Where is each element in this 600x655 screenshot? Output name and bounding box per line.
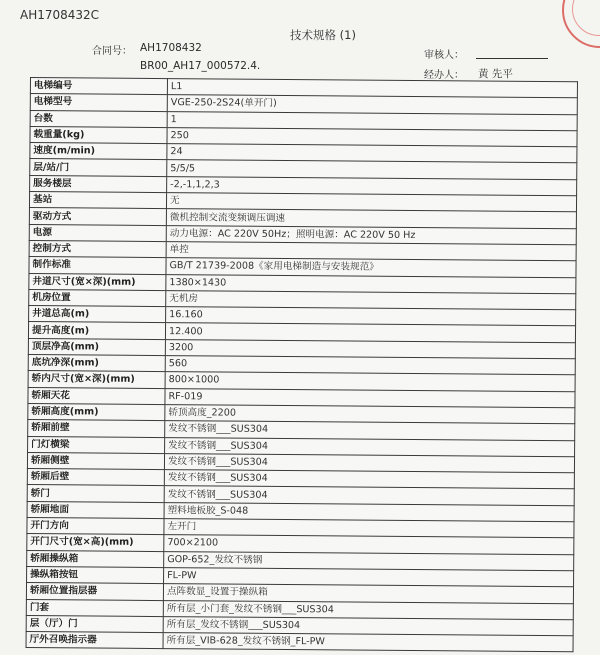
- spec-key: 制作标准: [29, 257, 166, 274]
- spec-value: 所有层_小门套_发纹不锈钢___SUS304: [163, 600, 573, 620]
- spec-value: 250: [167, 127, 577, 147]
- table-row: [26, 632, 573, 653]
- spec-value: 发纹不锈钢___SUS304: [165, 437, 575, 457]
- reviewer-label: 审核人：: [424, 50, 464, 61]
- spec-value: 无: [166, 193, 576, 213]
- bom-number: BR00_AH17_000572.4.: [140, 60, 261, 72]
- spec-key: 提升高度(m): [28, 322, 165, 339]
- spec-key: 轿厢地面: [27, 501, 164, 518]
- spec-key: 轿厢高度(mm): [28, 403, 165, 420]
- spec-value: 塑料地板胶_S-048: [164, 502, 574, 522]
- spec-key: 井道尺寸(宽×深)(mm): [29, 273, 166, 290]
- spec-value: 点阵数显_设置于操纵箱: [163, 584, 573, 604]
- spec-value: 24: [167, 144, 577, 164]
- spec-key: 轿厢天花: [28, 387, 165, 404]
- spec-key: 厅外召唤指示器: [26, 632, 163, 649]
- spec-value: 5/5/5: [167, 160, 577, 180]
- spec-key: 台数: [30, 110, 167, 127]
- spec-value: 1: [167, 111, 577, 131]
- spec-value: 单控: [166, 242, 576, 262]
- spec-key: 层（厅）门: [26, 615, 163, 632]
- agent-name: 黄 先平: [478, 68, 513, 80]
- spec-key: 驱动方式: [29, 208, 166, 225]
- spec-key: 载重量(kg): [30, 126, 167, 143]
- spec-key: 轿厢操纵箱: [27, 550, 164, 567]
- spec-key: 门套: [26, 599, 163, 616]
- spec-key: 底坑净深(mm): [28, 355, 165, 372]
- document-id: AH1708432C: [20, 8, 100, 22]
- spec-value: 12.400: [165, 323, 575, 343]
- spec-value: 16.160: [166, 307, 576, 327]
- agent-label: 经办人：: [424, 70, 464, 81]
- spec-value: 左开门: [164, 519, 574, 539]
- spec-value: 微机控制交流变频调压调速: [166, 209, 576, 229]
- spec-value: 560: [165, 356, 575, 376]
- spec-value: GB/T 21739-2008《家用电梯制造与安装规范》: [166, 258, 576, 278]
- spec-value: L1: [167, 79, 577, 99]
- spec-key: 层/站/门: [30, 159, 167, 176]
- spec-value: -2,-1,1,2,3: [167, 176, 577, 196]
- spec-value: 1380×1430: [166, 274, 576, 294]
- spec-key: 速度(m/min): [30, 143, 167, 160]
- spec-value: 发纹不锈钢___SUS304: [164, 470, 574, 490]
- spec-value: 所有层_VIB-628_发纹不锈钢_FL-PW: [163, 633, 573, 653]
- spec-value: 轿顶高度_2200: [165, 405, 575, 425]
- spec-value: 所有层_发纹不锈钢___SUS304: [163, 616, 573, 636]
- spec-key: 电源: [29, 224, 166, 241]
- spec-key: 井道总高(m): [29, 306, 166, 323]
- spec-key: 轿门: [27, 485, 164, 502]
- spec-value: 800×1000: [165, 372, 575, 392]
- spec-value: 3200: [165, 339, 575, 359]
- spec-value: 动力电源：AC 220V 50Hz；照明电源：AC 220V 50 Hz: [166, 225, 576, 245]
- spec-key: 轿厢侧壁: [27, 452, 164, 469]
- spec-key: 顶层净高(mm): [28, 338, 165, 355]
- page-title: 技术规格 (1): [290, 28, 356, 42]
- reviewer-signature-line: [476, 58, 548, 59]
- spec-value: 700×2100: [164, 535, 574, 555]
- spec-key: 轿厢后壁: [27, 469, 164, 486]
- spec-key: 电梯型号: [30, 94, 167, 111]
- spec-key: 电梯编号: [30, 78, 167, 95]
- spec-value: 发纹不锈钢___SUS304: [165, 421, 575, 441]
- spec-key: 开门方向: [27, 518, 164, 535]
- spec-value: RF-019: [165, 388, 575, 408]
- spec-value: 发纹不锈钢___SUS304: [164, 486, 574, 506]
- spec-value: FL-PW: [164, 567, 574, 587]
- spec-key: 控制方式: [29, 240, 166, 257]
- spec-key: 轿厢位置指层器: [26, 583, 163, 600]
- spec-key: 轿内尺寸(宽×深)(mm): [28, 371, 165, 388]
- spec-key: 机房位置: [29, 289, 166, 306]
- spec-key: 操纵箱按钮: [27, 566, 164, 583]
- spec-value: GOP-652_发纹不锈钢: [164, 551, 574, 571]
- spec-key: 开门尺寸(宽×高)(mm): [27, 534, 164, 551]
- spec-value: VGE-250-2S24(单开门): [167, 95, 577, 115]
- spec-key: 基站: [29, 192, 166, 209]
- spec-value: 发纹不锈钢___SUS304: [164, 453, 574, 473]
- spec-key: 门灯横梁: [28, 436, 165, 453]
- contract-number: AH1708432: [140, 42, 202, 54]
- spec-key: 服务楼层: [30, 175, 167, 192]
- contract-label: 合同号：: [92, 46, 132, 57]
- spec-table: [26, 77, 578, 653]
- spec-key: 轿厢前壁: [28, 420, 165, 437]
- spec-value: 无机房: [166, 290, 576, 310]
- seal-stamp-icon: [562, 0, 600, 48]
